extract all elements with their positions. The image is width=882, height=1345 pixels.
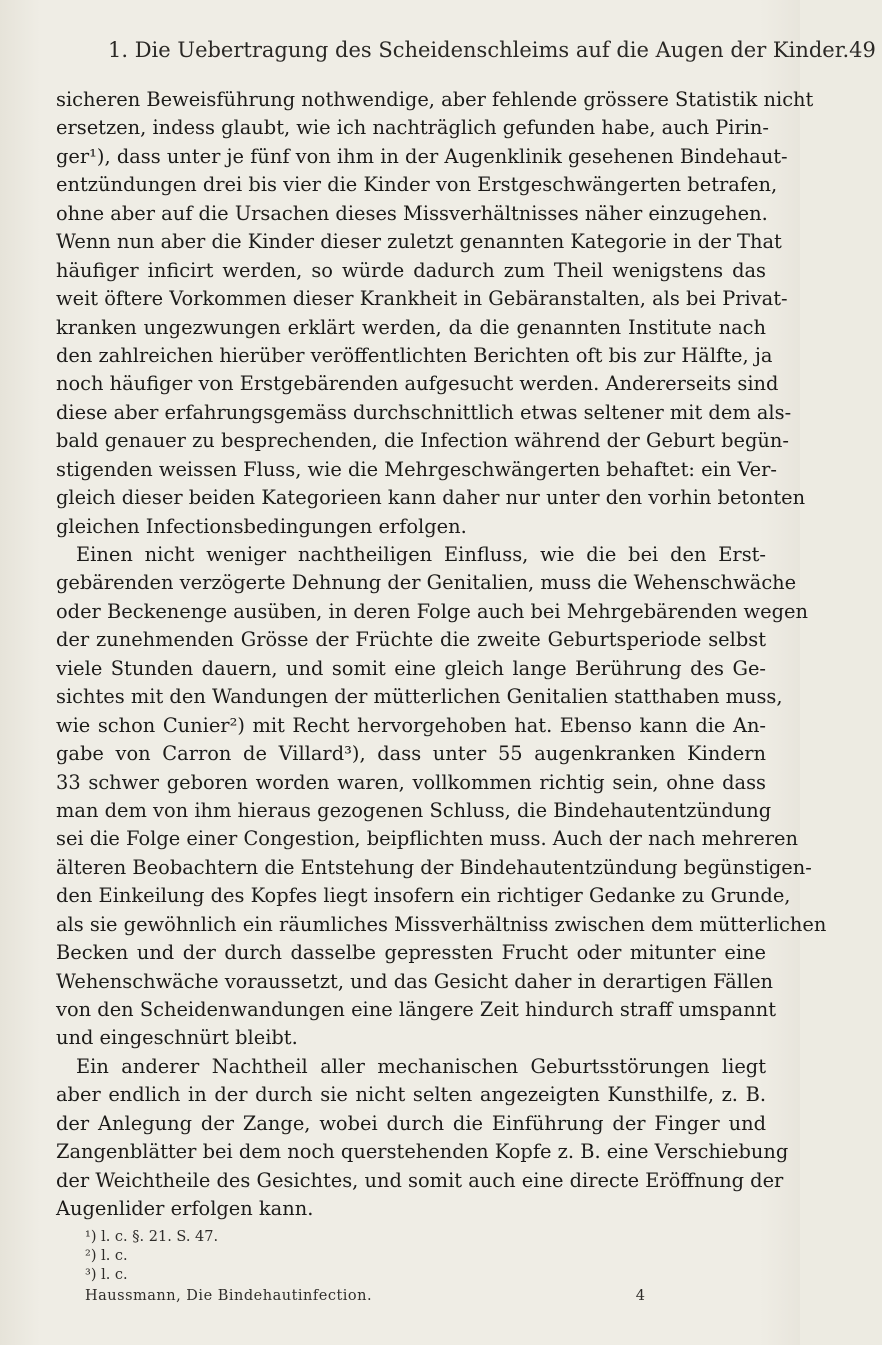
body-text [56,86,827,1224]
text-line: häufiger inficirt werden, so würde dadurch zum Theil wenigstens das [56,258,766,282]
text-line: und eingeschnürt bleibt. [56,1026,298,1050]
paragraph-start-line: Ein anderer Nachtheil aller mechanischen Geburtsstörungen liegt [76,1054,766,1078]
text-line: oder Beckenenge ausüben, in deren Folge auch bei Mehrgebärenden wegen [56,599,808,623]
signature-author: Haussmann, Die Bindehautinfection. [85,1288,373,1304]
footnote: ¹) l. c. §. 21. S. 47. [85,1229,219,1245]
running-title: 1. Die Uebertragung des Scheidenschleims auf die Augen der Kinder. [108,38,850,62]
footnote: ²) l. c. [85,1248,128,1264]
text-line: ersetzen, indess glaubt, wie ich nachträglich gefunden habe, auch Pirin- [56,116,769,140]
text-line: älteren Beobachtern die Entstehung der Bindehautentzündung begünstigen- [56,855,812,879]
text-line: wie schon Cunier²) mit Recht hervorgehoben hat. Ebenso kann die An- [56,713,766,737]
paragraph-start-line: Einen nicht weniger nachtheiligen Einfluss, wie die bei den Erst- [76,543,766,566]
text-line: viele Stunden dauern, und somit eine gleich lange Berührung des Ge- [56,656,766,680]
text-line: Becken und der durch dasselbe gepressten Frucht oder mitunter eine [56,941,766,965]
signature-line [85,1286,645,1306]
text-line: gabe von Carron de Villard³), dass unter 55 augenkranken Kindern [56,742,766,766]
text-line: diese aber erfahrungsgemäss durchschnittlich etwas seltener mit dem als- [56,400,792,424]
text-line: entzündungen drei bis vier die Kinder von Erstgeschwängerten betrafen, [56,173,778,197]
text-line: sicheren Beweisführung nothwendige, aber fehlende grössere Statistik nicht [56,88,814,111]
text-line: ohne aber auf die Ursachen dieses Missverhältnisses näher einzugehen. [56,201,768,225]
text-line: gleich dieser beiden Kategorieen kann daher nur unter den vorhin betonten [56,486,806,510]
text-line: gebärenden verzögerte Dehnung der Genitalien, muss die Wehenschwäche [56,571,797,595]
text-line: der Anlegung der Zange, wobei durch die Einführung der Finger und [56,1111,766,1135]
text-line: weit öftere Vorkommen dieser Krankheit in Gebäranstalten, als bei Privat- [56,287,788,311]
text-line: als sie gewöhnlich ein räumliches Missverhältniss zwischen dem mütterlichen [56,912,827,936]
text-line: ger¹), dass unter je fünf von ihm in der Augenklinik gesehenen Bindehaut- [56,144,788,168]
text-line: sei die Folge einer Congestion, beipflichten muss. Auch der nach mehreren [56,827,798,851]
page-number: 49 [849,38,876,62]
text-line: noch häufiger von Erstgebärenden aufgesucht werden. Andererseits sind [56,372,779,396]
text-line: Wehenschwäche voraussetzt, und das Gesicht daher in derartigen Fällen [56,969,774,993]
footnotes [85,1228,715,1306]
text-line: Wenn nun aber die Kinder dieser zuletzt genannten Kategorie in der That [56,230,782,254]
text-line: den Einkeilung des Kopfes liegt insofern ein richtiger Gedanke zu Grunde, [56,884,791,908]
text-line: der Weichtheile des Gesichtes, und somit auch eine directe Eröffnung der [56,1168,784,1192]
text-line: stigenden weissen Fluss, wie die Mehrgeschwängerten behaftet: ein Ver- [56,457,777,481]
signature-sheet-number: 4 [635,1288,645,1304]
text-line: gleichen Infectionsbedingungen erfolgen. [56,514,467,538]
text-line: den zahlreichen hierüber veröffentlichten Berichten oft bis zur Hälfte, ja [56,343,773,367]
text-line: bald genauer zu besprechenden, die Infection während der Geburt begün- [56,429,789,453]
text-line: Zangenblätter bei dem noch querstehenden Kopfe z. B. eine Verschiebung [56,1140,789,1164]
text-line: kranken ungezwungen erklärt werden, da die genannten Institute nach [56,315,766,339]
text-line: der zunehmenden Grösse der Früchte die zweite Geburtsperiode selbst [56,628,766,652]
text-line: von den Scheidenwandungen eine längere Zeit hindurch straff umspannt [56,998,776,1021]
running-header [108,38,876,62]
text-line: aber endlich in der durch sie nicht selten angezeigten Kunsthilfe, z. B. [56,1083,766,1107]
text-line: Augenlider erfolgen kann. [56,1197,314,1221]
text-line: 33 schwer geboren worden waren, vollkommen richtig sein, ohne dass [56,770,766,794]
text-line: sichtes mit den Wandungen der mütterlichen Genitalien statthaben muss, [56,685,783,709]
text-line: man dem von ihm hieraus gezogenen Schluss, die Bindehautentzündung [56,798,772,822]
footnote: ³) l. c. [85,1267,128,1283]
